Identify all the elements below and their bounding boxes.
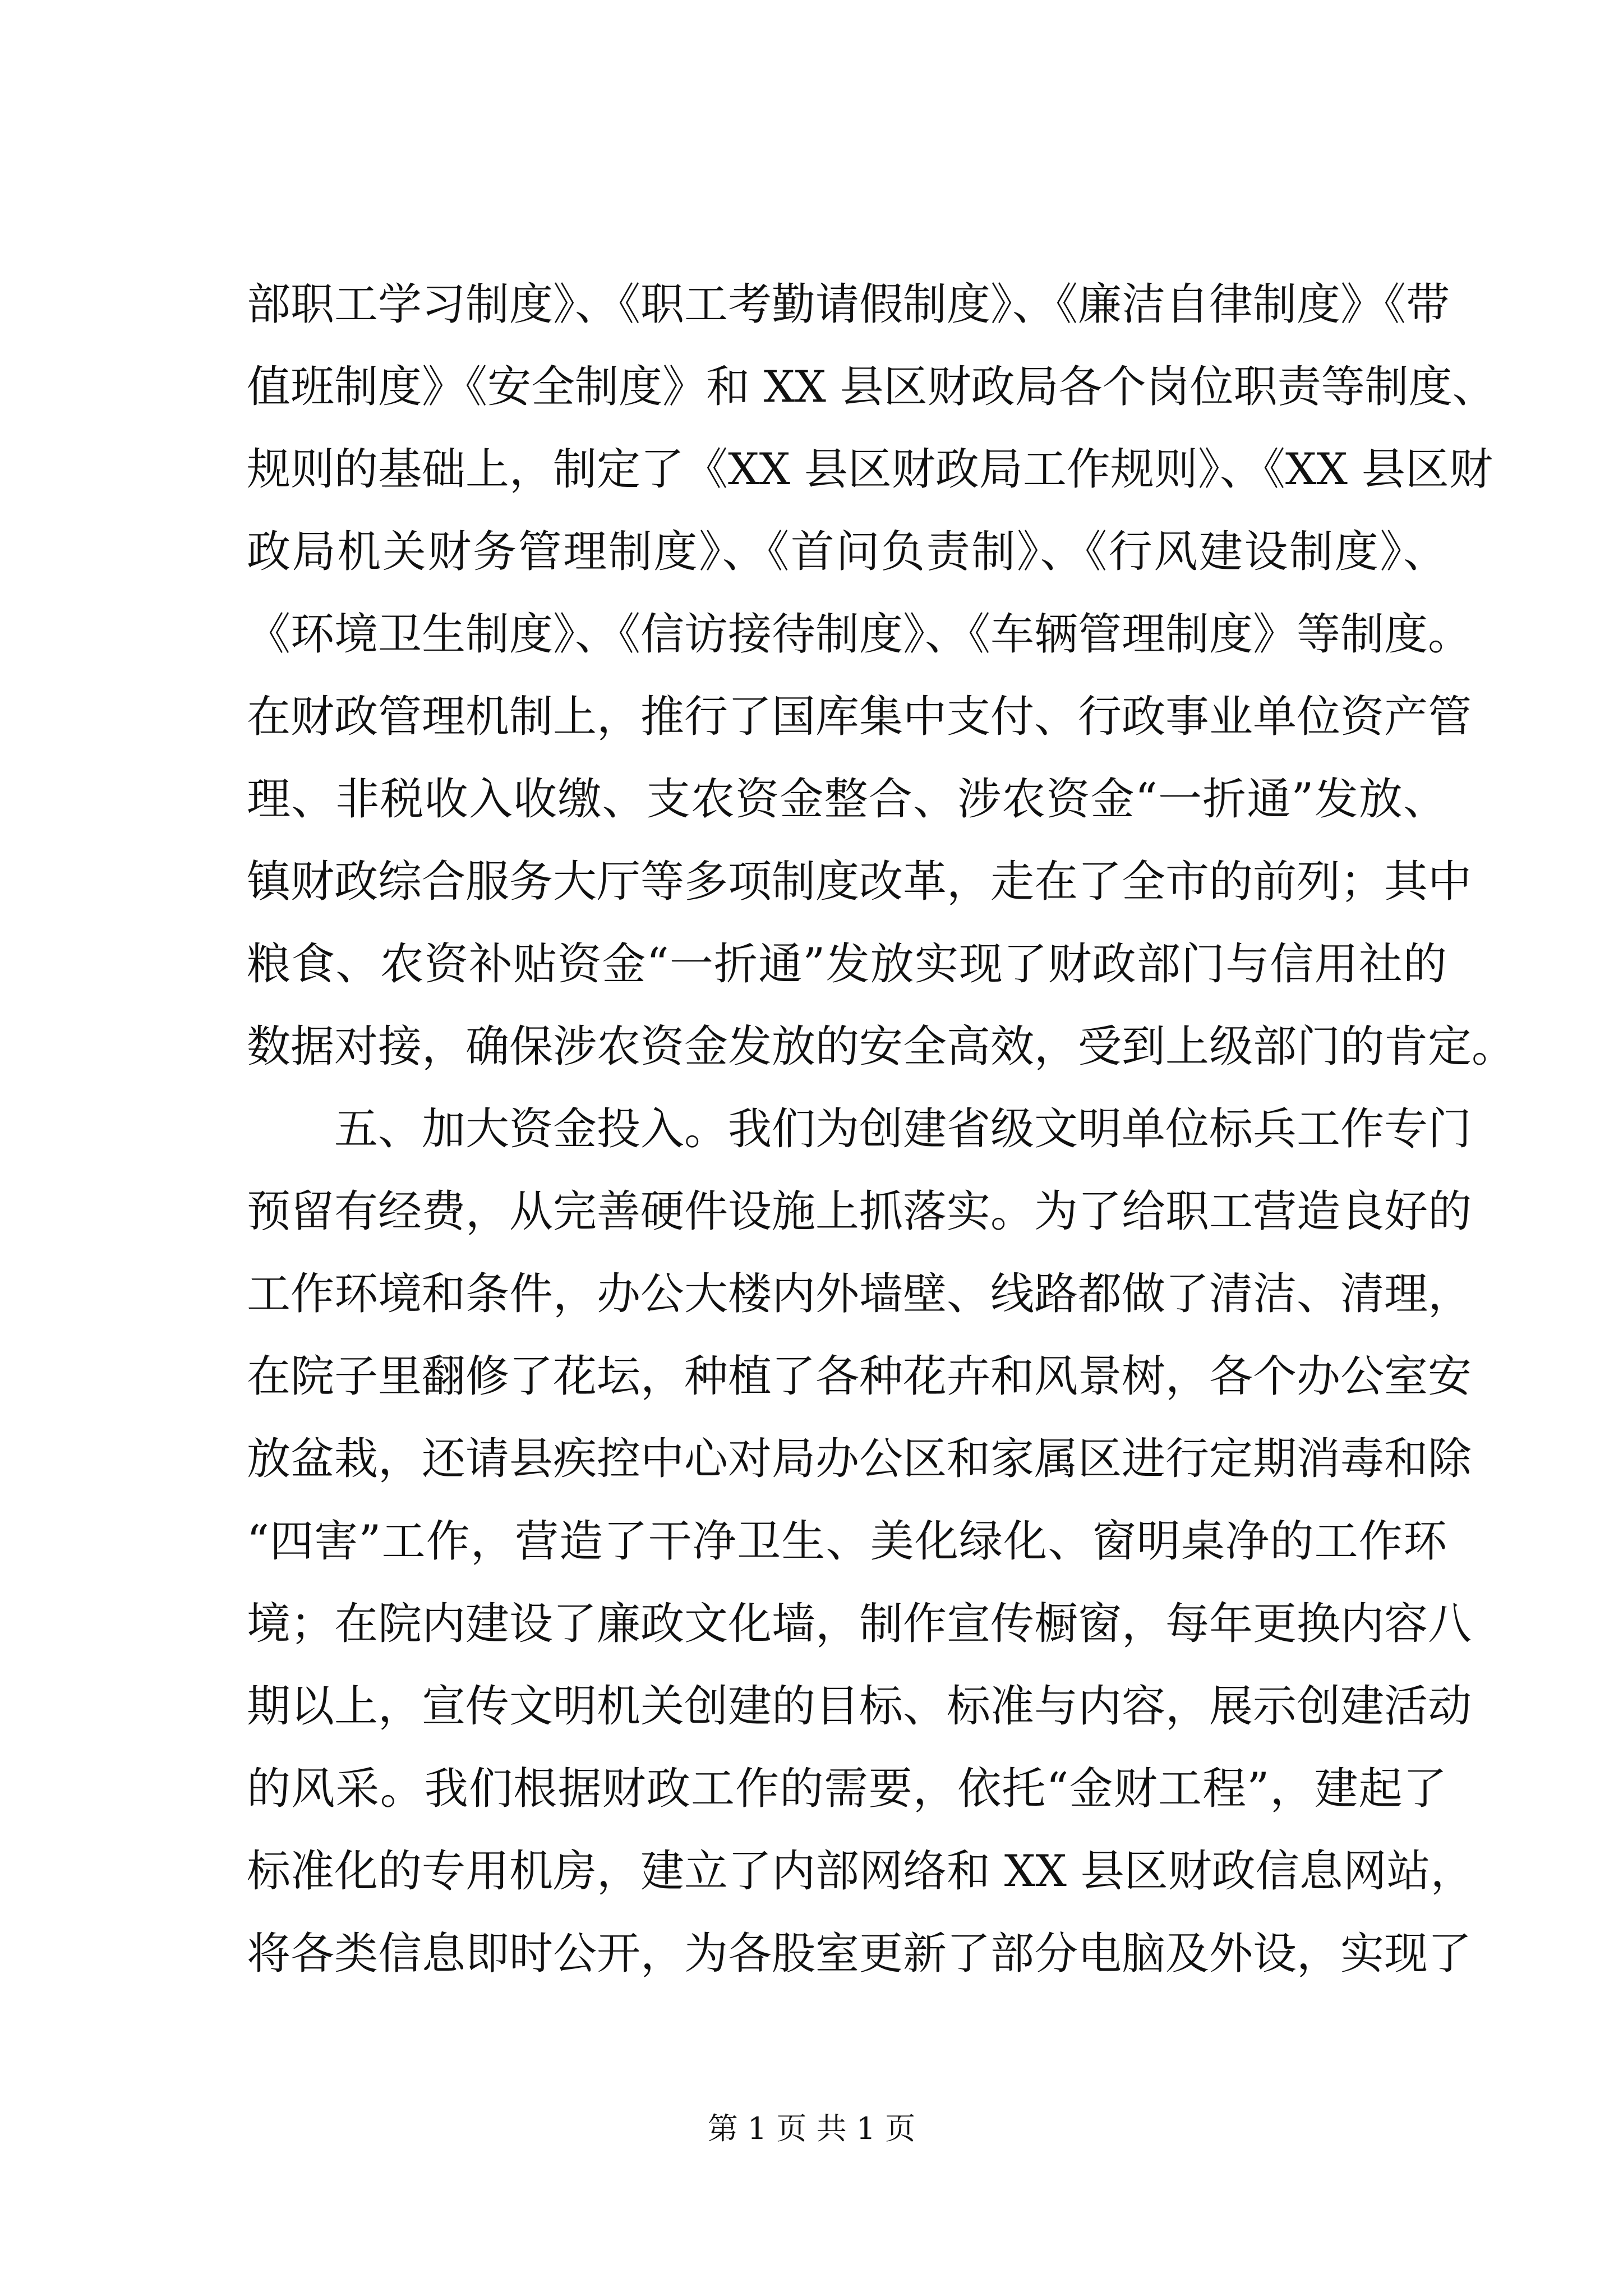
- text-line-16: “四害”工作，营造了干净卫生、美化绿化、窗明桌净的工作环: [247, 1516, 1447, 1567]
- text-line-12: 预留有经费，从完善硬件设施上抓落实。为了给职工营造良好的: [247, 1186, 1472, 1237]
- page-footer: [0, 2106, 1623, 2151]
- text-line-14: 在院子里翻修了花坛，种植了各种花卉和风景树，各个办公室安: [247, 1351, 1472, 1402]
- text-line-8: 镇财政综合服务大厅等多项制度改革，走在了全市的前列；其中: [247, 857, 1472, 907]
- text-line-19: 的风采。我们根据财政工作的需要，依托“金财工程”，建起了: [247, 1764, 1447, 1814]
- text-line-17: 境；在院内建设了廉政文化墙，制作宣传橱窗，每年更换内容八: [247, 1599, 1472, 1649]
- page-number-label: 第 1 页 共 1 页: [707, 2111, 916, 2146]
- text-line-9: 粮食、农资补贴资金“一折通”发放实现了财政部门与信用社的: [247, 939, 1447, 990]
- text-line-4: 政局机关财务管理制度》、《首问负责制》、《行风建设制度》、: [247, 527, 1447, 577]
- text-line-18: 期以上，宣传文明机关创建的目标、标准与内容，展示创建活动: [247, 1681, 1472, 1732]
- text-line-5: 《环境卫生制度》、《信访接待制度》、《车辆管理制度》等制度。: [247, 609, 1472, 660]
- text-line-2: 值班制度》《安全制度》和 XX 县区财政局各个岗位职责等制度、: [247, 362, 1496, 412]
- text-line-11: 五、加大资金投入。我们为创建省级文明单位标兵工作专门: [334, 1104, 1472, 1154]
- text-line-1: 部职工学习制度》、《职工考勤请假制度》、《廉洁自律制度》《带: [247, 279, 1450, 330]
- text-line-6: 在财政管理机制上，推行了国库集中支付、行政事业单位资产管: [247, 692, 1472, 742]
- text-line-7: 理、非税收入收缴、支农资金整合、涉农资金“一折通”发放、: [247, 774, 1447, 825]
- text-line-13: 工作环境和条件，办公大楼内外墙壁、线路都做了清洁、清理，: [247, 1269, 1472, 1319]
- text-line-15: 放盆栽，还请县疾控中心对局办公区和家属区进行定期消毒和除: [247, 1434, 1472, 1484]
- text-line-21: 将各类信息即时公开，为各股室更新了部分电脑及外设，实现了: [247, 1929, 1472, 1979]
- text-line-3: 规则的基础上，制定了《XX 县区财政局工作规则》、《XX 县区财: [247, 444, 1493, 495]
- text-line-10: 数据对接，确保涉农资金发放的安全高效，受到上级部门的肯定。: [247, 1022, 1516, 1072]
- text-line-20: 标准化的专用机房，建立了内部网络和 XX 县区财政信息网站，: [247, 1846, 1474, 1897]
- document-body: [247, 264, 1516, 1995]
